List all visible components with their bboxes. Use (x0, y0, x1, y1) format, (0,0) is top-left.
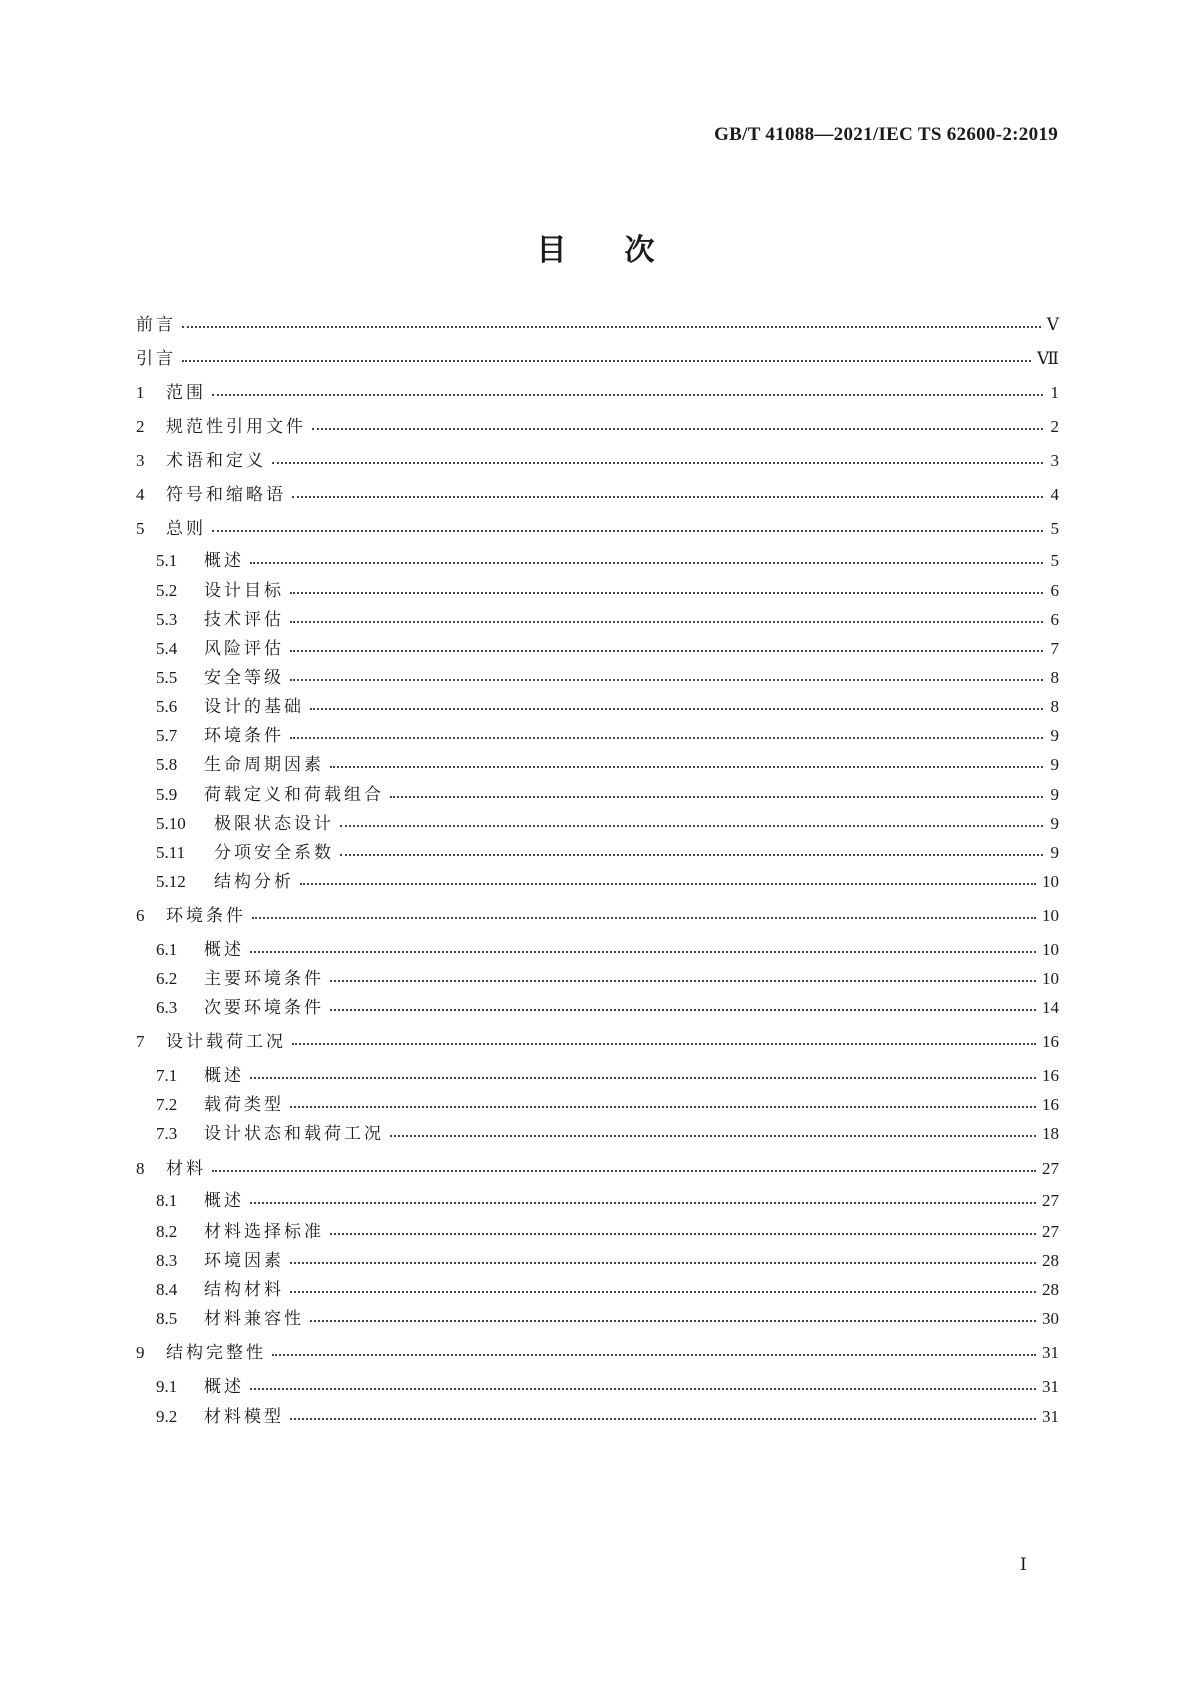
toc-leader-dots (290, 1254, 1036, 1264)
toc-entry-label: 生命周期因素 (204, 755, 324, 775)
toc-entry[interactable] (136, 313, 1059, 337)
toc-leader-dots (250, 554, 1043, 564)
toc-entry-page: 16 (1042, 1066, 1059, 1085)
toc-entry[interactable] (136, 967, 1059, 991)
toc-entry[interactable] (136, 1249, 1059, 1273)
toc-entry-number: 9.2 (156, 1407, 178, 1426)
toc-entry-number: 9.1 (156, 1377, 178, 1396)
toc-leader-dots (272, 454, 1043, 464)
toc-entry[interactable] (136, 904, 1059, 928)
toc-entry[interactable] (136, 870, 1059, 894)
toc-entry-page: 9 (1050, 814, 1059, 833)
toc-entry-number: 8.2 (156, 1222, 178, 1241)
toc-leader-dots (330, 1001, 1036, 1011)
toc-entry-label: 环境条件 (166, 906, 246, 926)
toc-entry-label: 安全等级 (204, 668, 284, 688)
page-number: Ⅰ (1020, 1555, 1027, 1574)
toc-entry[interactable] (136, 347, 1059, 371)
toc-entry-number: 5.3 (156, 610, 178, 629)
toc-entry-label: 荷载定义和荷载组合 (204, 785, 384, 805)
toc-entry-page: 10 (1042, 940, 1059, 959)
toc-leader-dots (340, 817, 1043, 827)
toc-entry-page: 10 (1042, 969, 1059, 988)
toc-entry-label: 设计载荷工况 (166, 1032, 286, 1052)
toc-entry-label: 总则 (166, 519, 206, 539)
toc-entry[interactable] (136, 724, 1059, 748)
toc-entry-page: 18 (1042, 1124, 1059, 1143)
toc-entry-number: 4 (136, 485, 145, 504)
toc-entry[interactable] (136, 1375, 1059, 1399)
toc-entry-page: 7 (1050, 639, 1059, 658)
toc-entry-label: 环境条件 (204, 726, 284, 746)
toc-entry-number: 6.2 (156, 969, 178, 988)
toc-entry-number: 3 (136, 451, 145, 470)
toc-entry-label: 次要环境条件 (204, 998, 324, 1018)
toc-entry[interactable] (136, 517, 1059, 541)
toc-entry[interactable] (136, 449, 1059, 473)
toc-entry-page: Ⅶ (1037, 349, 1059, 368)
toc-leader-dots (310, 1312, 1036, 1322)
toc-entry[interactable] (136, 1278, 1059, 1302)
toc-leader-dots (290, 613, 1043, 623)
toc-entry[interactable] (136, 996, 1059, 1020)
toc-entry-number: 5.2 (156, 581, 178, 600)
toc-entry-label: 概述 (204, 1191, 244, 1211)
standard-number: GB/T 41088—2021/IEC TS 62600-2:2019 (714, 124, 1058, 145)
toc-entry[interactable] (136, 608, 1059, 632)
toc-leader-dots (212, 386, 1043, 396)
toc-entry[interactable] (136, 1220, 1059, 1244)
toc-entry-number: 8 (136, 1159, 145, 1178)
toc-entry-page: 30 (1042, 1309, 1059, 1328)
toc-leader-dots (310, 700, 1043, 710)
toc-entry-label: 材料模型 (204, 1407, 284, 1427)
toc-leader-dots (252, 909, 1036, 919)
toc-entry-number: 8.5 (156, 1309, 178, 1328)
toc-entry-page: 16 (1042, 1095, 1059, 1114)
toc-entry-label: 术语和定义 (166, 451, 266, 471)
toc-leader-dots (212, 1162, 1036, 1172)
toc-entry-number: 2 (136, 417, 145, 436)
toc-entry-label: 环境因素 (204, 1251, 284, 1271)
toc-entry-page: 9 (1050, 843, 1059, 862)
toc-entry-number: 7.1 (156, 1066, 178, 1085)
toc-leader-dots (340, 846, 1043, 856)
toc-entry[interactable] (136, 938, 1059, 962)
toc-entry-label: 设计目标 (204, 581, 284, 601)
toc-leader-dots (250, 1069, 1036, 1079)
toc-entry-number: 8.4 (156, 1280, 178, 1299)
toc-entry[interactable] (136, 812, 1059, 836)
toc-leader-dots (182, 318, 1041, 328)
toc-entry-number: 6.1 (156, 940, 178, 959)
toc-entry-label: 载荷类型 (204, 1095, 284, 1115)
toc-entry-label: 分项安全系数 (214, 843, 334, 863)
toc-entry-number: 6 (136, 906, 145, 925)
toc-entry[interactable] (136, 579, 1059, 603)
toc-leader-dots (390, 788, 1043, 798)
toc-leader-dots (290, 729, 1043, 739)
toc-entry-label: 符号和缩略语 (166, 485, 286, 505)
toc-entry[interactable] (136, 1341, 1059, 1365)
toc-entry-label: 材料选择标准 (204, 1222, 324, 1242)
toc-entry[interactable] (136, 666, 1059, 690)
toc-leader-dots (290, 1098, 1036, 1108)
toc-entry-label: 设计状态和载荷工况 (204, 1124, 384, 1144)
page-title: 目次 (536, 233, 713, 268)
toc-entry-page: 31 (1042, 1377, 1059, 1396)
toc-entry-page: 27 (1042, 1191, 1059, 1210)
toc-entry-label: 规范性引用文件 (166, 417, 306, 437)
toc-entry[interactable] (136, 1189, 1059, 1213)
toc-entry[interactable] (136, 1093, 1059, 1117)
toc-entry-number: 5.5 (156, 668, 178, 687)
toc-entry-label: 材料兼容性 (204, 1309, 304, 1329)
toc-entry-page: Ⅴ (1046, 315, 1059, 334)
toc-entry-page: 8 (1050, 697, 1059, 716)
toc-entry-page: 2 (1050, 417, 1059, 436)
toc-entry[interactable] (136, 549, 1059, 573)
toc-entry-label: 极限状态设计 (214, 814, 334, 834)
toc-entry[interactable] (136, 783, 1059, 807)
toc-entry-page: 27 (1042, 1159, 1059, 1178)
toc-leader-dots (390, 1127, 1036, 1137)
toc-leader-dots (250, 1194, 1036, 1204)
toc-leader-dots (182, 352, 1031, 362)
toc-entry-label: 前言 (136, 315, 176, 335)
toc-entry[interactable] (136, 483, 1059, 507)
toc-entry-label: 概述 (204, 551, 244, 571)
toc-entry-number: 5 (136, 519, 145, 538)
toc-entry-label: 技术评估 (204, 610, 284, 630)
toc-entry-number: 6.3 (156, 998, 178, 1017)
toc-entry-label: 概述 (204, 1066, 244, 1086)
toc-leader-dots (290, 1410, 1036, 1420)
toc-entry-label: 概述 (204, 1377, 244, 1397)
toc-entry-page: 10 (1042, 906, 1059, 925)
toc-entry-label: 概述 (204, 940, 244, 960)
toc-entry-number: 8.3 (156, 1251, 178, 1270)
toc-entry-page: 8 (1050, 668, 1059, 687)
toc-entry-label: 结构材料 (204, 1280, 284, 1300)
toc-entry-page: 16 (1042, 1032, 1059, 1051)
toc-entry-page: 6 (1050, 610, 1059, 629)
toc-entry[interactable] (136, 753, 1059, 777)
toc-entry-number: 5.6 (156, 697, 178, 716)
toc-leader-dots (272, 1346, 1036, 1356)
toc-entry[interactable] (136, 841, 1059, 865)
toc-entry[interactable] (136, 1157, 1059, 1181)
toc-entry[interactable] (136, 381, 1059, 405)
toc-leader-dots (250, 1380, 1036, 1390)
toc-leader-dots (330, 972, 1036, 982)
toc-entry-number: 9 (136, 1343, 145, 1362)
toc-entry-number: 5.8 (156, 755, 178, 774)
toc-entry-label: 引言 (136, 349, 176, 369)
toc-entry-page: 1 (1050, 383, 1059, 402)
toc-entry[interactable] (136, 637, 1059, 661)
toc-entry-number: 5.9 (156, 785, 178, 804)
toc-entry-page: 10 (1042, 872, 1059, 891)
toc-entry-number: 7 (136, 1032, 145, 1051)
toc-leader-dots (292, 1035, 1036, 1045)
toc-entry-page: 31 (1042, 1343, 1059, 1362)
toc-entry-label: 范围 (166, 383, 206, 403)
toc-entry[interactable] (136, 1064, 1059, 1088)
toc-entry-page: 27 (1042, 1222, 1059, 1241)
toc-entry-page: 5 (1050, 519, 1059, 538)
toc-leader-dots (290, 1283, 1036, 1293)
toc-entry-label: 设计的基础 (204, 697, 304, 717)
toc-entry-page: 5 (1050, 551, 1059, 570)
toc-entry-page: 31 (1042, 1407, 1059, 1426)
toc-leader-dots (330, 758, 1043, 768)
toc-entry-number: 7.2 (156, 1095, 178, 1114)
toc-leader-dots (290, 671, 1043, 681)
toc-leader-dots (290, 584, 1043, 594)
toc-entry-number: 5.10 (156, 814, 186, 833)
toc-entry-page: 28 (1042, 1280, 1059, 1299)
toc-entry-label: 材料 (166, 1159, 206, 1179)
toc-entry[interactable] (136, 1405, 1059, 1429)
toc-entry-number: 8.1 (156, 1191, 178, 1210)
toc-entry[interactable] (136, 1030, 1059, 1054)
toc-entry-label: 结构完整性 (166, 1343, 266, 1363)
toc-entry-number: 7.3 (156, 1124, 178, 1143)
toc-leader-dots (312, 420, 1043, 430)
toc-leader-dots (292, 488, 1043, 498)
toc-entry-page: 9 (1050, 755, 1059, 774)
toc-entry-page: 9 (1050, 785, 1059, 804)
toc-leader-dots (300, 875, 1036, 885)
toc-entry-number: 5.12 (156, 872, 186, 891)
toc-entry-label: 主要环境条件 (204, 969, 324, 989)
toc-leader-dots (330, 1225, 1036, 1235)
toc-entry-page: 4 (1050, 485, 1059, 504)
toc-entry-label: 风险评估 (204, 639, 284, 659)
toc-leader-dots (250, 943, 1036, 953)
toc-entry-page: 28 (1042, 1251, 1059, 1270)
toc-entry-number: 5.4 (156, 639, 178, 658)
toc-entry-number: 1 (136, 383, 145, 402)
toc-entry-number: 5.7 (156, 726, 178, 745)
toc-entry[interactable] (136, 695, 1059, 719)
toc-entry[interactable] (136, 1122, 1059, 1146)
toc-entry-page: 6 (1050, 581, 1059, 600)
toc-entry[interactable] (136, 415, 1059, 439)
toc-entry-number: 5.1 (156, 551, 178, 570)
toc-entry-page: 14 (1042, 998, 1059, 1017)
toc-leader-dots (212, 522, 1043, 532)
toc-entry-label: 结构分析 (214, 872, 294, 892)
toc-leader-dots (290, 642, 1043, 652)
toc-entry[interactable] (136, 1307, 1059, 1331)
toc-entry-page: 3 (1050, 451, 1059, 470)
toc-entry-number: 5.11 (156, 843, 186, 862)
toc-entry-page: 9 (1050, 726, 1059, 745)
